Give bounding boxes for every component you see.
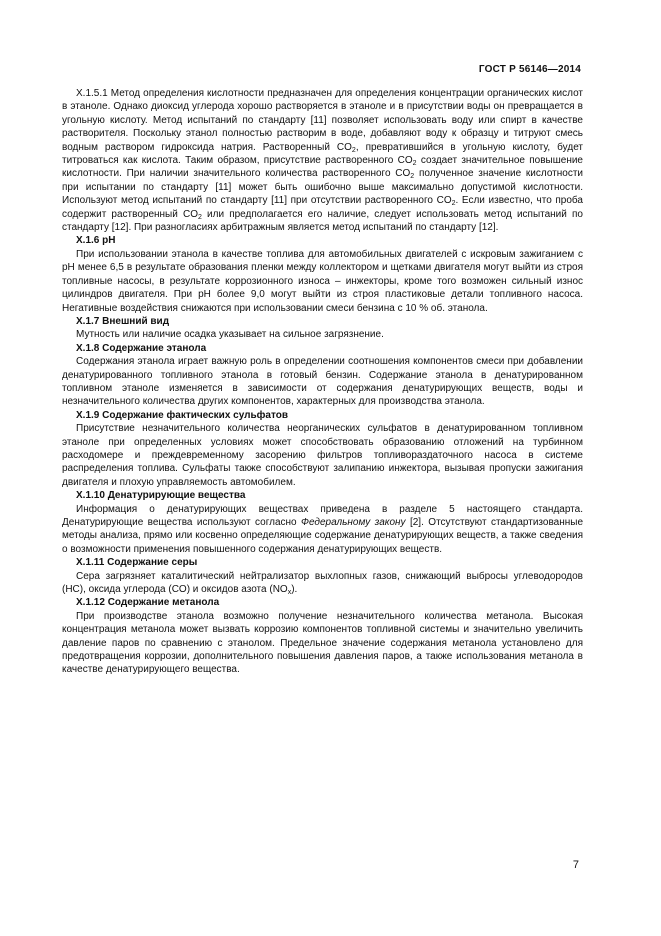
heading-x18: Х.1.8 Содержание этанола xyxy=(76,342,207,354)
paragraph-x17: Мутность или наличие осадка указывает на сильное загрязнение. xyxy=(76,329,384,341)
paragraph-x110 xyxy=(62,503,583,557)
heading-x16: Х.1.6 pH xyxy=(76,235,116,247)
heading-x110: Х.1.10 Денатурирующие вещества xyxy=(76,490,246,502)
subscript: 2 xyxy=(412,160,417,168)
subscript: 2 xyxy=(410,173,415,181)
subscript: 2 xyxy=(351,146,356,154)
subscript: x xyxy=(287,589,292,597)
text-segment: Информация о денатурирующих веществах приведена в разделе 5 настоящего стандарта. Денатурирующие вещества используют согласно xyxy=(62,503,583,528)
paragraph-x151 xyxy=(62,87,583,234)
paragraph-x16: При использовании этанола в качестве топлива для автомобильных двигателей с искровым зажиганием с pH менее 6,5 в результате образования пленки между коллектором и щетками двигателя могут выйти из строя топливные насосы, в результате коррозионного износа – инжекторы, кроме того возможен сильный износ цилиндров двигателя. При pH более 9,0 могут выйти из строя пластиковые детали топливного насоса. Негативные воздействия снижаются при использовании смеси бензина с 10 % об. этанола. xyxy=(62,248,583,314)
text-segment: ). xyxy=(291,584,298,596)
paragraph-x111 xyxy=(62,570,583,597)
paragraph-x18: Содержания этанола играет важную роль в определении соотношения компонентов смеси при добавлении денатурированного топливного этанола в готовый бензин. Содержание этанола в денатурированном топливном этаноле изменяется в зависимости от содержания денатурирующих веществ, воды и незначительного количества других компонентов, характерных для производства этанола. xyxy=(62,356,583,408)
text-segment: Сера загрязняет каталитический нейтрализатор выхлопных газов, снижающий выбросы углеводородов (HC), оксида углерода (CO) и оксидов азота (NO xyxy=(62,570,583,596)
heading-x19: Х.1.9 Содержание фактических сульфатов xyxy=(76,409,288,421)
heading-x17: Х.1.7 Внешний вид xyxy=(76,315,170,327)
subscript: 2 xyxy=(197,213,202,221)
text-segment: или предполагается его наличие, следует использовать метод испытаний по стандарту [12]. При разногласиях арбитражным является метод испытаний по стандарту [12]. xyxy=(62,208,583,234)
document-header: ГОСТ Р 56146—2014 xyxy=(478,64,581,75)
paragraph-x112: При производстве этанола возможно получение незначительного количества метанола. Высокая концентрация метанола может вызвать коррозию компонентов топливной системы и значительно увеличить давление паров по сравнению с этанолом. Предельное значение содержания метанола установлено для предотвращения коррозии, дополнительного повышения давления паров, а также использования метанола в качестве денатурирующего вещества. xyxy=(62,610,583,676)
heading-x112: Х.1.12 Содержание метанола xyxy=(76,597,220,609)
text-segment: [2]. Отсутствуют стандартизованные методы анализа, прямо или косвенно определяющие содержание денатурирующих веществ, а также сведения о возможности применения повышенного содержания денатурирующих веществ. xyxy=(62,517,583,555)
text-segment: . Если известно, что проба содержит растворенный CO xyxy=(62,195,583,220)
federal-law-reference: Федеральному закону xyxy=(301,517,406,528)
page-number: 7 xyxy=(572,859,579,871)
document-body xyxy=(62,87,583,677)
text-segment: полученное значение кислотности при испытании по стандарту [11] может быть ошибочно выше максимально допустимой кислотности. Используют метод испытаний по стандарту [11] при отсутствии растворенного CO xyxy=(62,168,584,207)
text-segment: , превратившийся в угольную кислоту, будет титроваться как кислота. Таким образом, присутствие растворенного CO xyxy=(62,141,583,167)
subscript: 2 xyxy=(451,200,456,208)
paragraph-x19: Присутствие незначительного количества неорганических сульфатов в денатурированном топливном этаноле при определенных условиях может способствовать образованию отложений на турбинном расходомере и преждевременному засорению фильтров топливораздаточного насоса в системе распределения топлива. Сульфаты также способствуют залипанию инжектора, вызывая пропуски зажигания двигателя и плохую управляемость автомобилем. xyxy=(62,423,583,488)
heading-x111: Х.1.11 Содержание серы xyxy=(76,557,198,569)
text-segment: создает значительное повышение кислотности. При наличии значительного количества растворенного CO xyxy=(62,155,583,180)
text-segment: Х.1.5.1 Метод определения кислотности предназначен для определения концентрации органических кислот в этаноле. Однако диоксид углерода хорошо растворяется в этаноле и в присутствии воды он превращается в угольную кислоту. Метод испытаний по стандарту [11] позволяет использовать воду или спирт в качестве растворителя. Поскольку этанол полностью растворим в воде, добавляют воду к образцу и титруют смесь водным раствором гидроксида натрия. Растворенный CO xyxy=(62,88,583,153)
